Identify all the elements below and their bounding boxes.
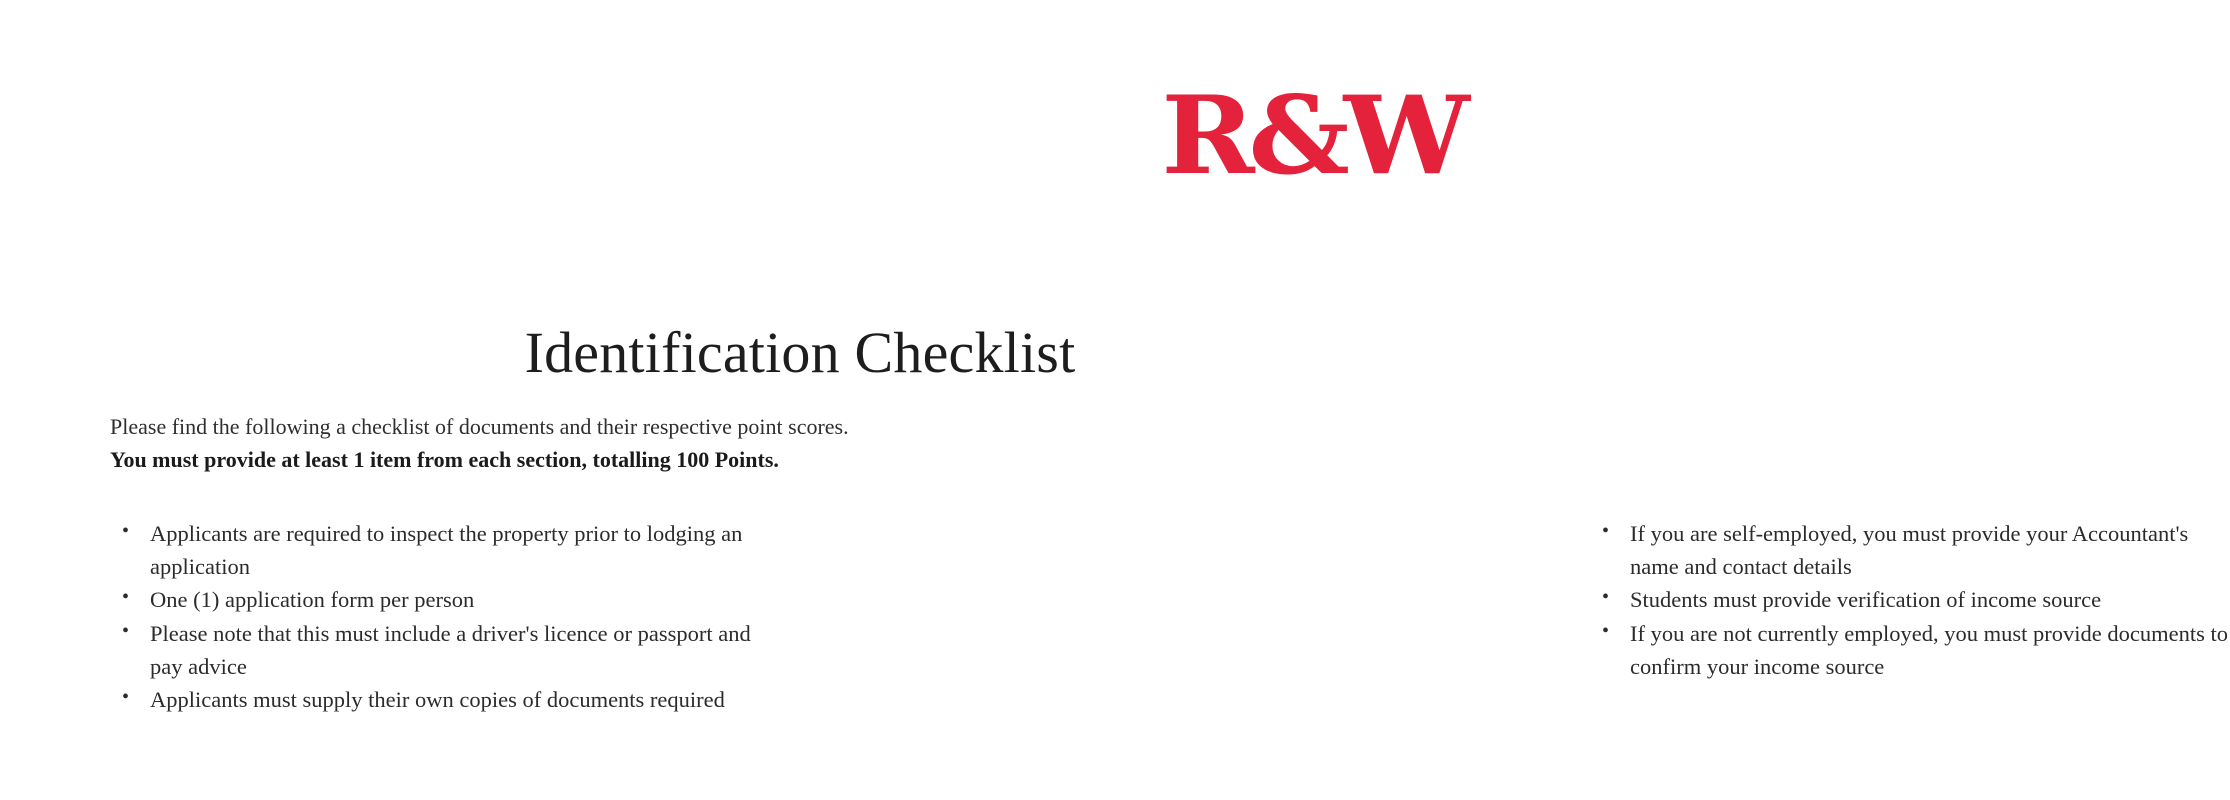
checklist-column-left: [0, 518, 760, 718]
intro-line-2: You must provide at least 1 item from each section, totalling 100 Points.: [110, 447, 779, 472]
list-item: • One (1) application form per person: [110, 584, 760, 617]
list-item: • If you are self-employed, you must provide your Accountant's name and contact details: [1590, 518, 2230, 583]
list-item: • Applicants must supply their own copies of documents required: [110, 684, 760, 717]
checklist-column-right: [760, 518, 2228, 718]
company-logo: R&W: [1161, 73, 1464, 199]
list-item: • Please note that this must include a driver's licence or passport and pay advice: [110, 618, 760, 683]
intro-paragraph: [110, 410, 1210, 476]
list-item: • Applicants are required to inspect the property prior to lodging an application: [110, 518, 760, 583]
checklist-list-right: [1590, 518, 2230, 683]
intro-line-1: Please find the following a checklist of documents and their respective point scores.: [110, 414, 849, 439]
list-item: • If you are not currently employed, you must provide documents to confirm your income source: [1590, 618, 2230, 683]
page-title: Identification Checklist: [524, 319, 1076, 385]
checklist-list-left: [110, 518, 760, 717]
checklist-columns: [0, 518, 2228, 718]
list-item: • Students must provide verification of income source: [1590, 584, 2230, 617]
